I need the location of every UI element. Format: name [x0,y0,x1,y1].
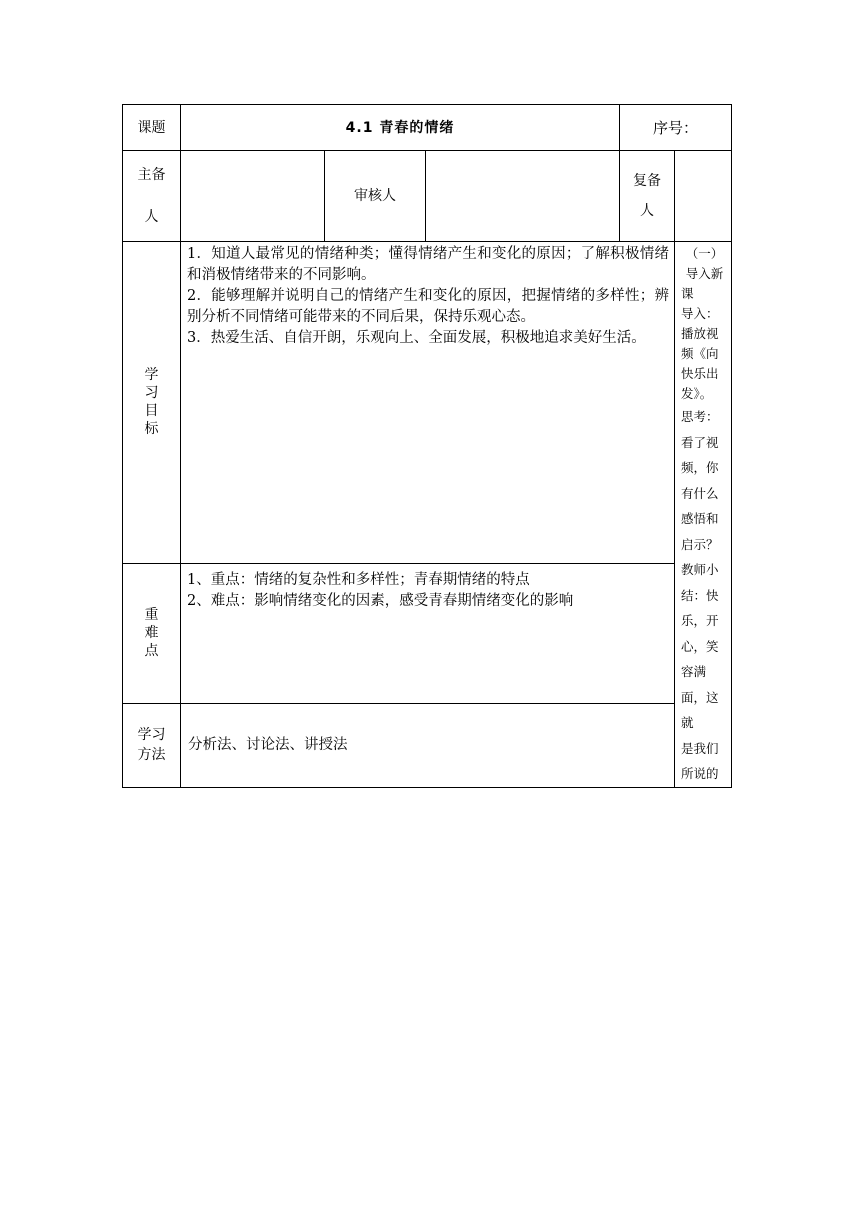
methods-row [123,704,732,787]
objectives-row [123,242,732,564]
key-points-label [123,563,181,704]
intro-line: 教师小结：快 [681,562,719,603]
intro-line: 频，你有什么 [681,460,719,501]
preparer-label-line-1: 主备 [137,167,166,183]
lesson-title: 4.1 青春的情绪 [181,105,620,151]
objectives-label-char: 习 [144,385,159,402]
intro-line: 导入：播放视 [681,306,719,341]
objective-item-2: 2．能够理解并说明自己的情绪产生和变化的原因，把握情绪的多样性；辨别分析不同情绪可能带来的不同后果，保持乐观心态。 [187,288,669,325]
co-preparer-label-line-2: 人 [640,203,654,219]
intro-line: 感悟和启示？ [681,511,719,552]
co-preparer-value [675,151,732,242]
preparer-value [181,151,325,242]
key-points-row [123,563,732,704]
title-row [123,105,732,151]
intro-line: 思考：看了视 [681,409,719,450]
staff-row [123,151,732,242]
intro-line: 频《向快乐出 [681,346,719,381]
reviewer-label: 审核人 [325,151,426,242]
preparer-label [123,151,181,242]
methods-label-line-2: 方法 [137,747,166,764]
key-points-label-char: 难 [144,625,159,642]
objective-item-3: 3．热爱生活、自信开朗，乐观向上、全面发展，积极地追求美好生活。 [187,330,646,346]
objectives-content [181,242,675,564]
preparer-label-line-2: 人 [144,209,159,225]
intro-line: （一）导入新 [685,246,724,281]
objectives-label-char: 标 [144,421,159,438]
lesson-plan-table [122,104,732,788]
key-point-item-1: 1、重点：情绪的复杂性和多样性；青春期情绪的特点 [187,571,530,588]
co-preparer-label [620,151,675,242]
objective-item-1: 1．知道人最常见的情绪种类；懂得情绪产生和变化的原因；了解积极情绪和消极情绪带来的不同影响。 [187,246,669,283]
methods-label-line-1: 学习 [137,727,166,744]
key-points-label-char: 重 [144,607,159,624]
intro-line: 课 [681,286,694,301]
intro-line: 容满面，这就 [681,664,719,730]
intro-line: 发》。 [681,386,713,401]
intro-line: 是我们所说的 [681,740,719,781]
key-point-item-2: 2、难点：影响情绪变化的因素，感受青春期情绪变化的影响 [187,592,574,609]
key-points-label-char: 点 [144,643,159,660]
co-preparer-label-line-1: 复备 [633,173,661,189]
intro-line: 乐，开心，笑 [681,613,719,654]
methods-value: 分析法、讨论法、讲授法 [181,704,675,787]
objectives-label-char: 学 [144,367,159,384]
topic-label: 课题 [123,105,181,151]
objectives-label-char: 目 [144,403,159,420]
key-points-content [181,563,675,704]
reviewer-value [426,151,620,242]
objectives-label [123,242,181,564]
methods-label [123,704,181,787]
lesson-intro-column [675,242,732,788]
serial-number-label: 序号： [620,105,732,151]
